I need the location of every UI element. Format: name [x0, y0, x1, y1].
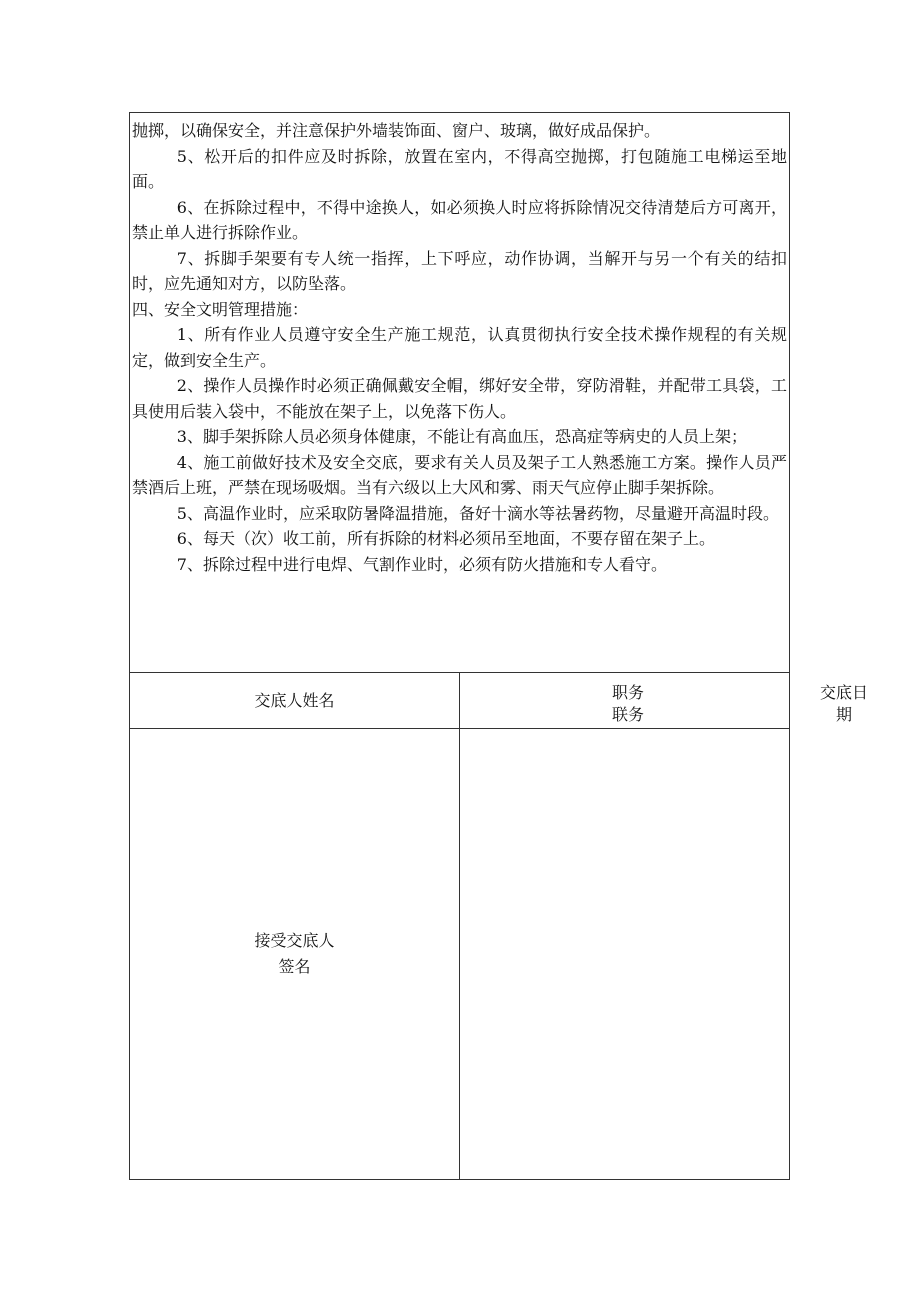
content-body — [130, 113, 789, 577]
paragraph: 5、松开后的扣件应及时拆除，放置在室内，不得高空抛掷，打包随施工电梯运至地面。 — [132, 146, 787, 191]
paragraph: 1、所有作业人员遵守安全生产施工规范，认真贯彻执行安全技术操作规程的有关规定，做到安全生产。 — [132, 325, 787, 370]
content-cell — [130, 113, 790, 673]
date-label-line2: 期 — [835, 705, 852, 724]
date-label-line1: 交底日 — [819, 683, 868, 702]
giver-info-cell[interactable] — [460, 673, 868, 729]
receiver-signature-area[interactable] — [460, 729, 790, 1180]
paragraph: 6、每天（次）收工前，所有拆除的材料必须吊至地面，不要存留在架子上。 — [176, 529, 715, 548]
paragraph: 4、施工前做好技术及安全交底，要求有关人员及架子工人熟悉施工方案。操作人员严禁酒后上班，严禁在现场吸烟。当有六级以上大风和雾、雨天气应停止脚手架拆除。 — [132, 452, 787, 497]
paragraph: 抛掷，以确保安全，并注意保护外墙装饰面、窗户、玻璃，做好成品保护。 — [132, 121, 661, 140]
section-heading: 四、安全文明管理措施： — [132, 299, 309, 319]
job-label — [598, 682, 658, 726]
giver-name-label-text: 交底人姓名 — [254, 690, 335, 710]
paragraph: 6、在拆除过程中，不得中途换人，如必须换人时应将拆除情况交待清楚后方可离开，禁止单人进行拆除作业。 — [132, 197, 787, 242]
receiver-row — [130, 729, 790, 1180]
job-label-line1: 职务 — [611, 683, 644, 702]
giver-name-label — [130, 673, 460, 729]
paragraph: 7、拆脚手架要有专人统一指挥，上下呼应，动作协调，当解开与另一个有关的结扣时，应先通知对方，以防坠落。 — [132, 248, 787, 293]
receiver-label-line2: 签名 — [278, 957, 311, 976]
date-label — [808, 682, 880, 726]
disclosure-table — [129, 112, 868, 1180]
paragraph: 7、拆除过程中进行电焊、气割作业时，必须有防火措施和专人看守。 — [176, 554, 667, 574]
content-row — [130, 113, 790, 673]
paragraph: 5、高温作业时，应采取防暑降温措施，备好十滴水等祛暑药物，尽量避开高温时段。 — [176, 503, 779, 523]
receiver-signature-label — [130, 729, 460, 1180]
giver-row — [130, 673, 790, 729]
job-label-line2: 联务 — [611, 705, 644, 724]
paragraph: 3、脚手架拆除人员必须身体健康，不能让有高血压，恐高症等病史的人员上架； — [176, 427, 747, 446]
receiver-label-line1: 接受交底人 — [254, 931, 335, 950]
paragraph: 2、操作人员操作时必须正确佩戴安全帽，绑好安全带，穿防滑鞋，并配带工具袋，工具使用后装入袋中，不能放在架子上，以免落下伤人。 — [132, 376, 787, 421]
